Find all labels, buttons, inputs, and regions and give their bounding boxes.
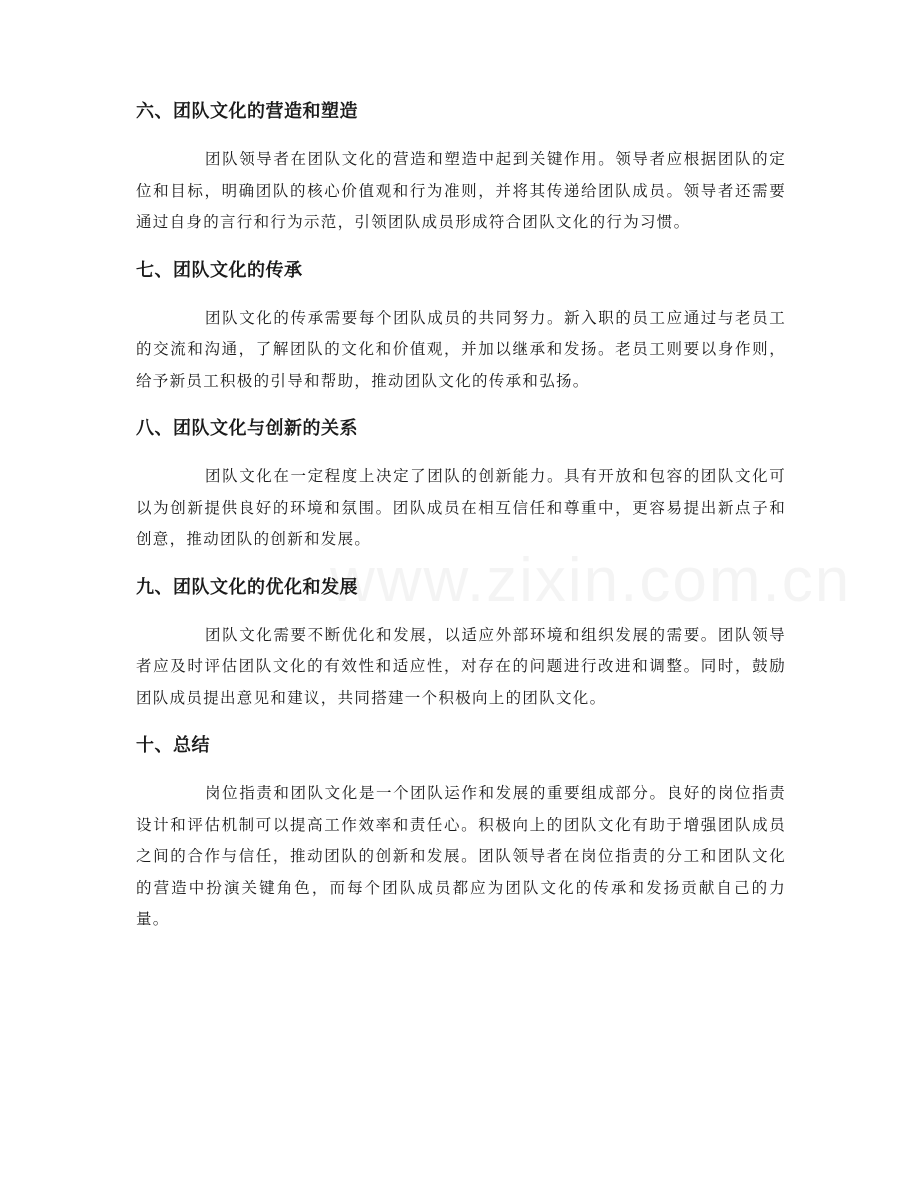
section-heading: 六、团队文化的营造和塑造 bbox=[136, 101, 358, 122]
section-6 bbox=[136, 100, 786, 239]
section-paragraph: 团队文化在一定程度上决定了团队的创新能力。具有开放和包容的团队文化可以为创新提供良好的环境和氛围。团队成员在相互信任和尊重中，更容易提出新点子和创意，推动团队的创新和发展。 bbox=[136, 467, 786, 548]
section-10 bbox=[136, 734, 786, 936]
section-8 bbox=[136, 417, 786, 556]
section-paragraph: 团队文化的传承需要每个团队成员的共同努力。新入职的员工应通过与老员工的交流和沟通，了解团队的文化和价值观，并加以继承和发扬。老员工则要以身作则，给予新员工积极的引导和帮助，推动团队文化的传承和弘扬。 bbox=[136, 308, 786, 390]
section-7 bbox=[136, 259, 786, 398]
section-heading: 九、团队文化的优化和发展 bbox=[136, 576, 358, 598]
section-9 bbox=[136, 576, 786, 715]
section-heading: 七、团队文化的传承 bbox=[136, 259, 303, 281]
section-paragraph: 团队领导者在团队文化的营造和塑造中起到关键作用。领导者应根据团队的定位和目标，明确团队的核心价值观和行为准则，并将其传递给团队成员。领导者还需要通过自身的言行和行为示范，引领团队成员形成符合团队文化的行为习惯。 bbox=[136, 150, 786, 231]
section-heading: 十、总结 bbox=[136, 735, 210, 756]
section-heading: 八、团队文化与创新的关系 bbox=[136, 418, 358, 439]
document-page bbox=[136, 100, 786, 956]
section-paragraph: 团队文化需要不断优化和发展，以适应外部环境和组织发展的需要。团队领导者应及时评估团队文化的有效性和适应性，对存在的问题进行改进和调整。同时，鼓励团队成员提出意见和建议，共同搭建一个积极向上的团队文化。 bbox=[136, 625, 786, 707]
section-paragraph: 岗位指责和团队文化是一个团队运作和发展的重要组成部分。良好的岗位指责设计和评估机制可以提高工作效率和责任心。积极向上的团队文化有助于增强团队成员之间的合作与信任，推动团队的创新和发展。团队领导者在岗位指责的分工和团队文化的营造中扮演关键角色，而每个团队成员都应为团队文化的传承和发扬贡献自己的力量。 bbox=[136, 784, 786, 928]
